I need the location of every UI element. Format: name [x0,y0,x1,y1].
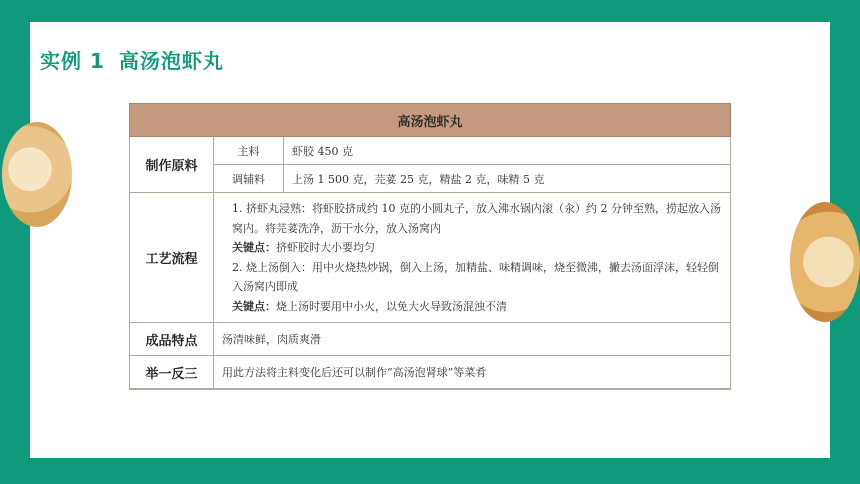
food-decoration-left [2,122,72,227]
extend-value: 用此方法将主料变化后还可以制作“高汤泡肾球”等菜肴 [214,356,731,390]
process-step-2: 2. 烧上汤倒入：用中火烧热炒锅，倒入上汤，加精盐、味精调味，烧至微沸，撇去汤面浮沫，轻轻倒入汤窝内即成 [232,260,719,293]
key-point-1 [222,238,722,258]
key-point-text: 烧上汤时要用中小火，以免大火导致汤混浊不清 [276,299,507,313]
example-label: 实例 [40,49,82,73]
process-step-1: 1. 挤虾丸浸熟：将虾胶挤成约 10 克的小圆丸子，放入沸水锅内滚（汆）约 2 分钟至熟，捞起放入汤窝内。将芫荽洗净，沥干水分，放入汤窝内 [232,202,721,235]
table-row [130,323,731,356]
key-point-label: 关键点： [232,241,276,254]
table-row [130,193,731,323]
main-ingredient-value: 虾胶 450 克 [284,137,731,165]
seasoning-label: 调辅料 [214,165,284,193]
table-title: 高汤泡虾丸 [130,104,731,137]
table-row [130,356,731,390]
process-content [214,193,731,323]
feature-label: 成品特点 [130,323,214,356]
recipe-table [129,103,731,390]
table-row [130,137,731,165]
process-label: 工艺流程 [130,193,214,323]
key-point-text: 挤虾胶时大小要均匀 [276,241,375,254]
main-ingredient-label: 主料 [214,137,284,165]
key-point-label: 关键点： [232,299,276,313]
table-header-row [130,104,731,137]
example-number: 1 [90,49,105,73]
key-point-2 [222,297,722,317]
seasoning-value: 上汤 1 500 克，芫荽 25 克，精盐 2 克，味精 5 克 [284,165,731,193]
extend-label: 举一反三 [130,356,214,390]
page-title [40,45,224,74]
food-decoration-right [790,202,860,322]
feature-value: 汤清味鲜，肉质爽滑 [214,323,731,356]
example-title: 高汤泡虾丸 [118,49,224,73]
table-row [130,165,731,193]
ingredients-label: 制作原料 [130,137,214,193]
